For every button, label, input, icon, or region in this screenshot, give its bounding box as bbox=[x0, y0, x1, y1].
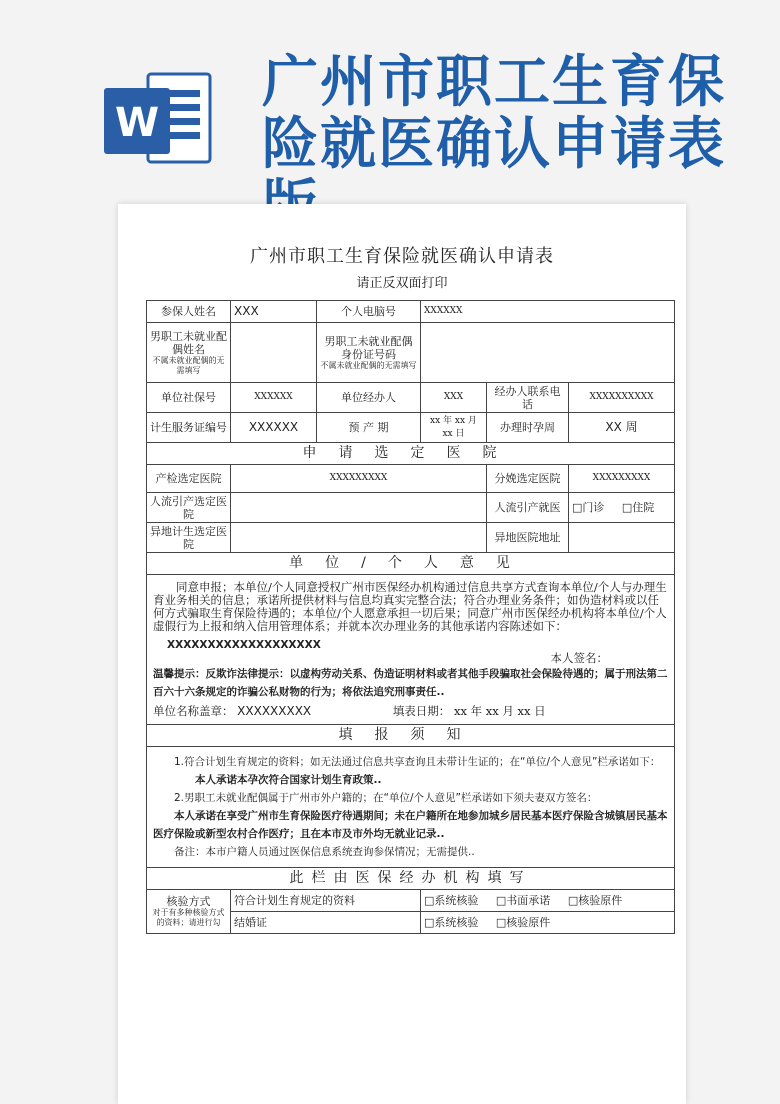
inpatient-checkbox[interactable]: □住院 bbox=[621, 501, 655, 514]
mc-system-check[interactable]: □系统核验 bbox=[424, 916, 479, 929]
form-paper bbox=[118, 204, 686, 1104]
family-planning-doc-options bbox=[421, 890, 675, 912]
note-2-commitment: 本人承诺在享受广州市生育保险医疗待遇期间；未在户籍所在地参加城乡居民基本医疗保险含城镇居民基本医疗保险或新型农村合作医疗；且在本市及市外均无就业记录.. bbox=[153, 810, 668, 840]
agent-phone-value: XXXXXXXXXX bbox=[569, 383, 675, 413]
fp-system-check[interactable]: □系统核验 bbox=[424, 894, 479, 907]
seal-value: XXXXXXXXX bbox=[237, 704, 312, 718]
mc-original-check[interactable]: □核验原件 bbox=[495, 916, 551, 929]
document-title: 广州市职工生育保险就医确认申请表 bbox=[250, 246, 554, 267]
spouse-id-label: 男职工未就业配偶身份证号码 bbox=[324, 334, 413, 361]
banner bbox=[0, 0, 780, 195]
spouse-id-cell bbox=[317, 323, 421, 383]
seal-label: 单位名称盖章： bbox=[153, 704, 234, 718]
agency-section-heading: 此栏由医保经办机构填写 bbox=[147, 868, 675, 890]
fraud-warning: 温馨提示：反欺诈法律提示：以虚构劳动关系、伪造证明材料或者其他手段骗取社会保险待遇的；属于刑法第二百六十六条规定的诈骗公私财物的行为；将依法追究刑事责任.. bbox=[153, 668, 668, 698]
unit-ss-value: XXXXXX bbox=[231, 383, 317, 413]
marriage-cert-options bbox=[421, 912, 675, 934]
delivery-hospital-value: XXXXXXXXX bbox=[569, 465, 675, 493]
due-date-label: 预 产 期 bbox=[317, 413, 421, 443]
prenatal-hospital-label: 产检选定医院 bbox=[147, 465, 231, 493]
opinion-text: 同意申报；本单位/个人同意授权广州市医保经办机构通过信息共享方式查询本单位/个人与办理生育业务相关的信息；承诺所提供材料与信息均真实完整合法；符合办理业务条件；如伪造材料或以任何方式骗取生育保险待遇的；本单位/个人愿意承担一切后果；同意广州市医保经办机构将本单位/个人虚假行为上报和纳入信用管理体系；并就本次办理业务的其他承诺内容陈述如下： bbox=[153, 580, 667, 633]
opinion-statement: XXXXXXXXXXXXXXXXXXX bbox=[167, 639, 321, 651]
spouse-name-label: 男职工未就业配偶姓名 bbox=[150, 329, 227, 356]
signature-label: 本人签名： bbox=[550, 651, 609, 665]
remote-hospital-value bbox=[231, 523, 487, 553]
banner-title: 广州市职工生育保险就医确认申请表 bbox=[262, 50, 726, 177]
agent-phone-label: 经办人联系电话 bbox=[487, 383, 569, 413]
pc-no-value: XXXXXX bbox=[421, 301, 675, 323]
verify-method-note: 对于有多种核验方式的资料；请进行勾 bbox=[152, 908, 225, 927]
application-form-table bbox=[146, 300, 675, 934]
outpatient-checkbox[interactable]: □门诊 bbox=[572, 501, 605, 514]
unit-agent-label: 单位经办人 bbox=[317, 383, 421, 413]
family-planning-doc-label: 符合计划生育规定的资料 bbox=[231, 890, 421, 912]
unit-agent-value: XXX bbox=[421, 383, 487, 413]
abortion-type-label: 人流引产就医 bbox=[487, 493, 569, 523]
note-1: 1.符合计划生育规定的资料；如无法通过信息共享查询且未带计生证的；在“单位/个人意见”栏承诺如下： bbox=[174, 756, 661, 768]
document-subtitle: 请正反双面打印 bbox=[356, 276, 448, 291]
spouse-id-note: 不属未就业配偶的无需填写 bbox=[320, 360, 417, 370]
verify-method-label: 核验方式 bbox=[166, 895, 211, 908]
abortion-hospital-label: 人流引产选定医院 bbox=[147, 493, 231, 523]
abortion-type-options bbox=[569, 493, 675, 523]
date-label: 填表日期： bbox=[392, 704, 451, 718]
unit-ss-label: 单位社保号 bbox=[147, 383, 231, 413]
delivery-hospital-label: 分娩选定医院 bbox=[487, 465, 569, 493]
spouse-name-cell bbox=[147, 323, 231, 383]
verify-method-cell bbox=[147, 890, 231, 934]
due-date-value: xx 年 xx 月 xx 日 bbox=[421, 413, 487, 443]
opinion-body bbox=[147, 575, 675, 725]
hospital-section-heading: 申请选定医院 bbox=[147, 443, 675, 465]
spouse-id-value bbox=[421, 323, 675, 383]
birth-cert-value: XXXXXX bbox=[231, 413, 317, 443]
note-3: 备注：本市户籍人员通过医保信息系统查询参保情况；无需提供.. bbox=[174, 846, 475, 858]
remote-address-label: 异地医院地址 bbox=[487, 523, 569, 553]
notes-section-heading: 填报须知 bbox=[147, 725, 675, 747]
svg-text:W: W bbox=[114, 100, 160, 146]
fp-original-check[interactable]: □核验原件 bbox=[567, 894, 623, 907]
spouse-name-note: 不属未就业配偶的无需填写 bbox=[152, 355, 225, 375]
insured-name-value: XXX bbox=[231, 301, 317, 323]
seal-date-row bbox=[153, 705, 668, 718]
abortion-hospital-value bbox=[231, 493, 487, 523]
opinion-section-heading: 单位/个人意见 bbox=[147, 553, 675, 575]
prenatal-hospital-value: XXXXXXXXX bbox=[231, 465, 487, 493]
birth-cert-label: 计生服务证编号 bbox=[147, 413, 231, 443]
pregnancy-weeks-value: XX 周 bbox=[569, 413, 675, 443]
note-1-commitment: 本人承诺本孕次符合国家计划生育政策.. bbox=[195, 774, 382, 786]
spouse-name-value bbox=[231, 323, 317, 383]
pc-no-label: 个人电脑号 bbox=[317, 301, 421, 323]
pregnancy-weeks-label: 办理时孕周 bbox=[487, 413, 569, 443]
word-document-icon bbox=[104, 66, 214, 170]
fp-written-commitment-check[interactable]: □书面承诺 bbox=[495, 894, 551, 907]
insured-name-label: 参保人姓名 bbox=[147, 301, 231, 323]
notes-body bbox=[147, 747, 675, 868]
date-value: xx 年 xx 月 xx 日 bbox=[453, 704, 546, 718]
remote-hospital-label: 异地计生选定医院 bbox=[147, 523, 231, 553]
note-2: 2.男职工未就业配偶属于广州市外户籍的；在“单位/个人意见”栏承诺如下须夫妻双方签名： bbox=[174, 792, 598, 804]
marriage-cert-label: 结婚证 bbox=[231, 912, 421, 934]
remote-address-value bbox=[569, 523, 675, 553]
